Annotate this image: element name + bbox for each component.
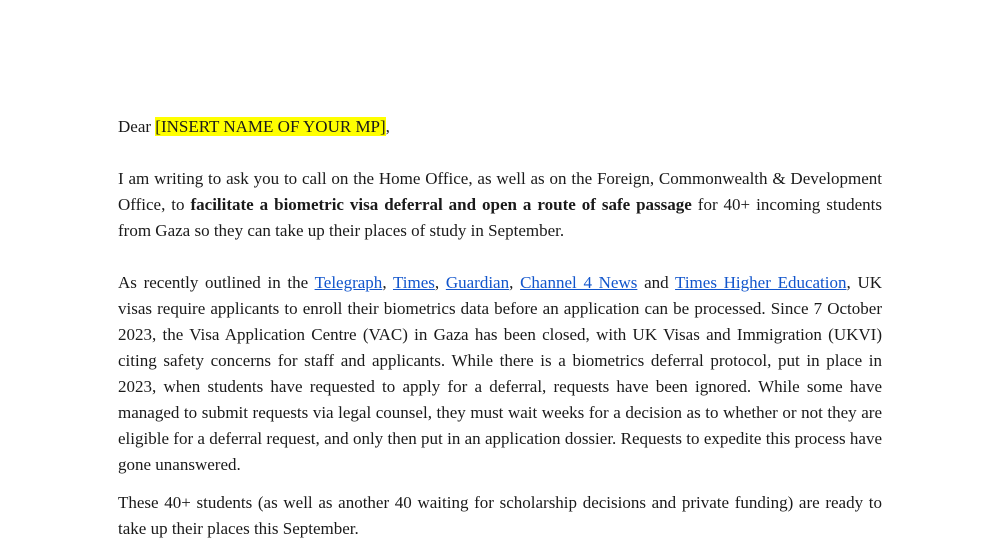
paragraph-request	[118, 166, 882, 244]
link-channel-4-news[interactable]: Channel 4 News	[520, 273, 638, 292]
students-text: These 40+ students (as well as another 40 waiting for scholarship decisions and private funding) are ready to take up their places this September.	[118, 493, 882, 538]
salutation-comma: ,	[385, 117, 390, 136]
link-separator: ,	[509, 273, 521, 292]
salutation-dear: Dear	[118, 117, 156, 136]
request-text-before: I am writing to ask you to call on the Home Office, as well as on the Foreign, Commonwealth & Development Office, to	[118, 169, 882, 214]
salutation	[118, 114, 882, 140]
link-times-higher-education[interactable]: Times Higher Education	[675, 273, 847, 292]
link-separator: ,	[382, 273, 393, 292]
link-and: and	[637, 273, 676, 292]
link-separator: ,	[434, 273, 446, 292]
link-telegraph[interactable]: Telegraph	[314, 273, 383, 292]
request-text-after: for 40+ incoming students from Gaza so they can take up their places of study in September.	[118, 195, 882, 240]
context-text: , UK visas require applicants to enroll their biometrics data before an application can be processed. Since 7 October 2023, the Visa Application Centre (VAC) in Gaza has been closed, with UK Visas and Immigration (UKVI) citing safety concerns for staff and applicants. While there is a biometrics deferral protocol, put in place in 2023, when students have requested to apply for a deferral, requests have been ignored. While some have managed to submit requests via legal counsel, they must wait weeks for a decision as to whether or not they are eligible for a deferral request, and only then put in an application dossier. Requests to expedite this process have gone unanswered.	[118, 273, 883, 474]
paragraph-context	[118, 270, 882, 478]
paragraph-students	[118, 490, 882, 542]
request-bold-text: facilitate a biometric visa deferral and open a route of safe passage	[190, 195, 692, 214]
mp-name-placeholder: [INSERT NAME OF YOUR MP]	[155, 117, 386, 136]
letter-body	[118, 114, 882, 542]
context-intro: As recently outlined in the	[118, 273, 315, 292]
link-times[interactable]: Times	[392, 273, 435, 292]
link-guardian[interactable]: Guardian	[445, 273, 510, 292]
